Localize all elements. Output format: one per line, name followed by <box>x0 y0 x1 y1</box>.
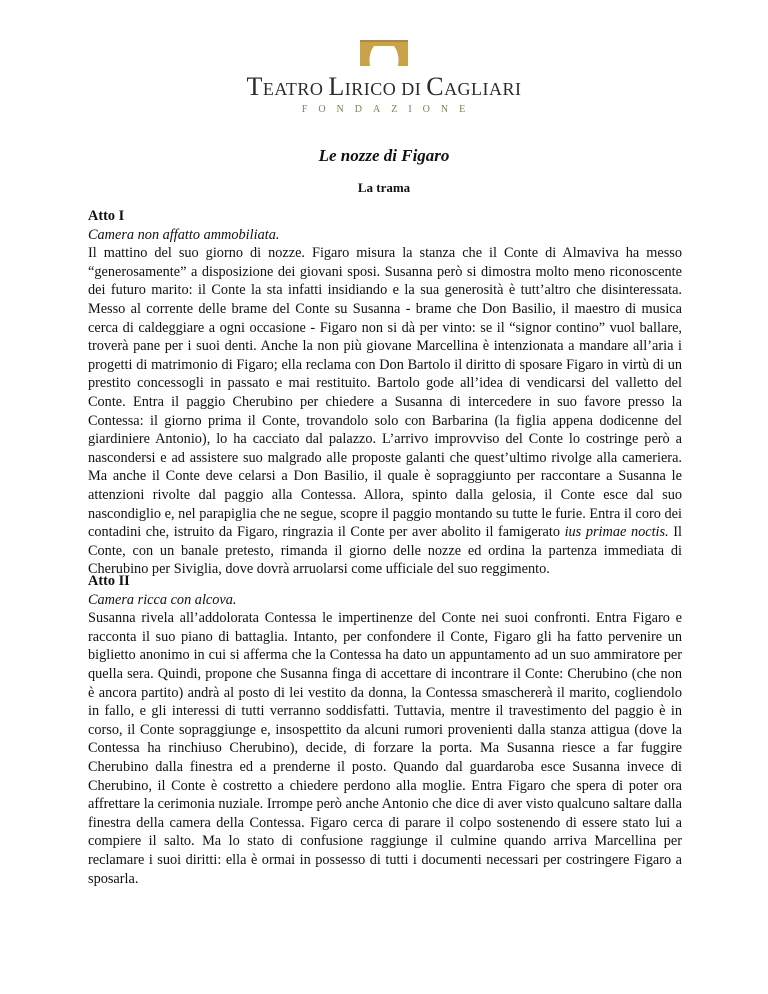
act-2-synopsis: Susanna rivela all’addolorata Contessa le impertinenze del Conte nei suoi confronti. Entra Figaro e racconta il suo piano di battaglia. Intanto, per confondere il Conte, Figaro gli ha fatto pervenire un biglietto anonimo in cui si afferma che la Contessa ha dato un appuntamento ad un suo ammiratore per quella sera. Quindi, propone che Susanna finga di accettare di incontrare il Conte: Cherubino (che non è ancora partito) andrà al posto di lei vestito da donna, la Contessa smaschererà il marito, cogliendolo in fallo, e gli interessi di tutti verranno soddisfatti. Tuttavia, mentre il travestimento del paggio è in corso, il Conte sopraggiunge e, insospettito da alcuni rumori provenienti dalla stanza attigua (dove la Contessa ha rinchiuso Cherubino), decide, di forzare la porta. Ma Susanna riesce a far fuggire Cherubino dalla finestra ed a prenderne il posto. Quando dal guardaroba esce Susanna invece di Cherubino, il Conte è costretto a chiedere perdono alla moglie. Entra Figaro che spera di poter ora affrettare la cerimonia nuziale. Irrompe però anche Antonio che dice di aver visto qualcuno saltare dalla finestra della camera della Contessa. Figaro cerca di parare il colpo sostenendo di essere stato lui a compiere il salto. Ma lo stato di confusione raggiunge il culmine quando arriva Marcellina per reclamare i suoi diritti: ella è ormai in possesso di tutti i documenti necessari per costringere Figaro a sposarla. <box>88 610 682 887</box>
act-1-heading: Atto I <box>88 208 125 224</box>
act-2-setting: Camera ricca con alcova. <box>88 591 237 608</box>
fondazione-label: FONDAZIONE <box>301 104 477 115</box>
act-1-synopsis: Il mattino del suo giorno di nozze. Figaro misura la stanza che il Conte di Almaviva ha messo “generosamente” a disposizione dei giovani sposi. Susanna però si dimostra molto meno riconoscente dei futuro marito: il Conte la sta infatti insidiando e la sua generosità è tutt’altro che disinteressata. Messo al corrente delle brame del Conte su Susanna - brame che Don Basilio, il maestro di musica cerca di caldeggiare a ogni occasione - Figaro non si dà per vinto: se il “signor contino” vuol ballare, troverà pane per i suoi denti. Anche la non più giovane Marcellina è intenzionata a mandare all’aria i progetti di matrimonio di Figaro; ella reclama con Don Bartolo il diritto di sposare Figaro in virtù di un prestito concessogli in passato e mai restituito. Bartolo gode all’idea di vendicarsi del valletto del Conte. Entra il paggio Cherubino per chiedere a Susanna di intercedere in suo favore presso la Contessa: il giorno prima il Conte, trovandolo solo con Barbarina (la figlia appena dodicenne del giardiniere Antonio), lo ha cacciato dal palazzo. L’arrivo improvviso del Conte lo costringe però a nascondersi e ad assistere suo malgrado alle proposte galanti che quest’ultimo rivolge alla cameriera. Ma anche il Conte deve celarsi a Don Basilio, il quale è sopraggiunto per raccontare a Susanna le attenzioni rivolte dal paggio alla Contessa. Allora, spinto dalla gelosia, il Conte esce dal suo nascondiglio e, nel parapiglia che ne segue, scopre il paggio montando su tutte le furie. Entra il coro dei contadini che, istruito da Figaro, ringrazia il Conte per aver abolito il famigerato ius primae noctis. Il Conte, con un banale pretesto, rimanda il giorno delle nozze ed ordina la partenza immediata di Cherubino per Siviglia, dove dovrà arruolarsi come ufficiale del suo reggimento. <box>88 245 682 578</box>
latin-phrase: ius primae noctis. <box>564 524 669 541</box>
act-2-heading: Atto II <box>88 573 130 589</box>
act-1-section <box>88 207 682 579</box>
act-1-setting: Camera non affatto ammobiliata. <box>88 226 280 243</box>
document-subtitle: La trama <box>357 180 411 195</box>
stage-curtain-icon <box>356 40 412 66</box>
theatre-logo <box>0 40 768 115</box>
act-2-section <box>88 572 682 888</box>
document-title: Le nozze di Figaro <box>318 146 450 165</box>
brand-name: TEATRO LIRICO DI CAGLIARI <box>246 72 522 101</box>
